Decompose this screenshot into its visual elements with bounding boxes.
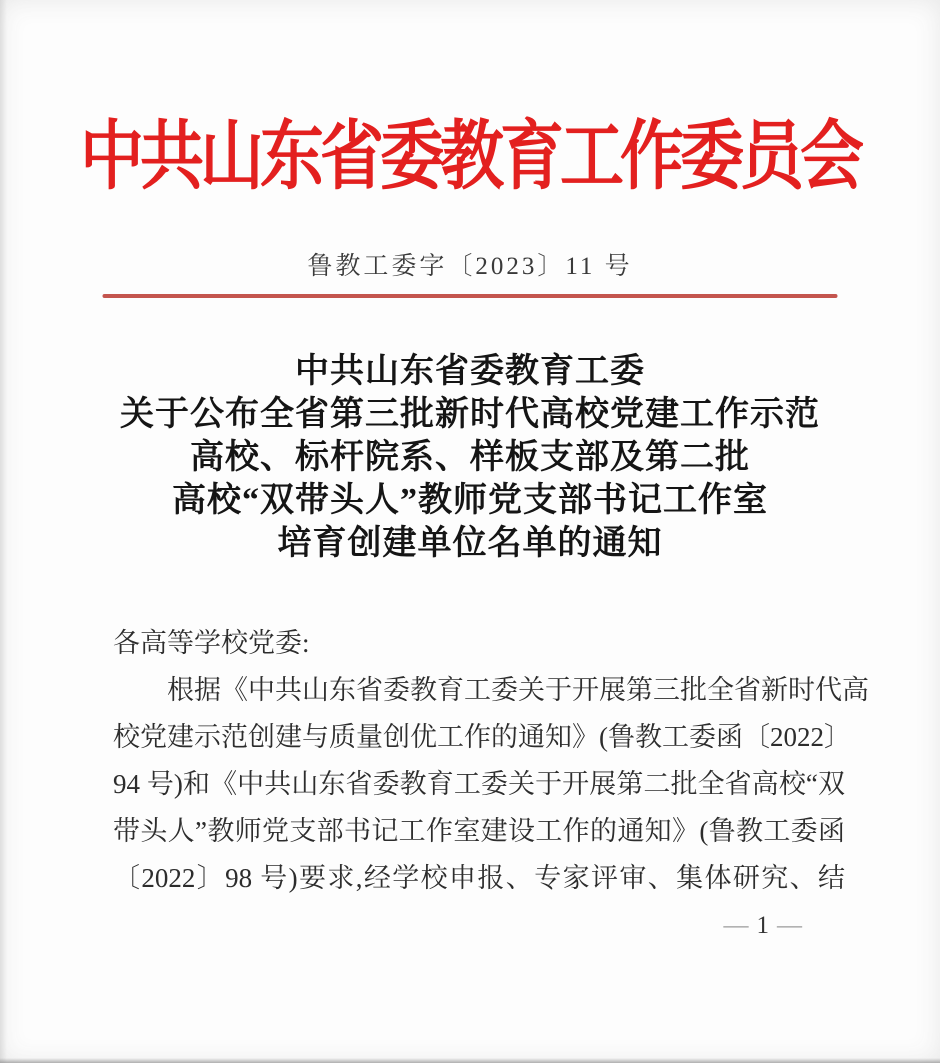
title-line: 中共山东省委教育工委 — [295, 353, 645, 390]
body-line: 带头人”教师党支部书记工作室建设工作的通知》(鲁教工委函 — [113, 816, 845, 846]
title-line: 高校“双带头人”教师党支部书记工作室 — [172, 482, 768, 519]
page-number — [724, 912, 805, 940]
page-number-dash-right: — — [777, 912, 804, 939]
body-line: 94 号)和《中共山东省委教育工委关于开展第二批全省高校“双 — [113, 769, 845, 799]
salutation-line: 各高等学校党委: — [113, 628, 310, 658]
body-line: 〔2022〕98 号)要求,经学校申报、专家评审、集体研究、结 — [113, 863, 845, 893]
title-line: 培育创建单位名单的通知 — [277, 525, 663, 562]
page-number-dash-left: — — [723, 912, 751, 939]
photo-edge-shadow-left — [0, 0, 7, 1063]
red-divider-rule — [103, 294, 838, 298]
issuing-org-header: 中共山东省委教育工作委员会 — [80, 114, 860, 199]
document-title — [0, 350, 940, 565]
body-line: 校党建示范创建与质量创优工作的通知》(鲁教工委函〔2022〕 — [113, 722, 851, 752]
title-line: 关于公布全省第三批新时代高校党建工作示范 — [120, 396, 820, 433]
photo-edge-shadow-bottom — [0, 1058, 940, 1063]
doc-reference-number: 鲁教工委字〔2023〕11 号 — [307, 253, 633, 280]
body-line: 根据《中共山东省委教育工委关于开展第三批全省新时代高 — [167, 675, 869, 705]
page-number-value: 1 — [756, 912, 771, 939]
title-line: 高校、标杆院系、样板支部及第二批 — [190, 439, 750, 476]
body-paragraph — [113, 620, 869, 902]
